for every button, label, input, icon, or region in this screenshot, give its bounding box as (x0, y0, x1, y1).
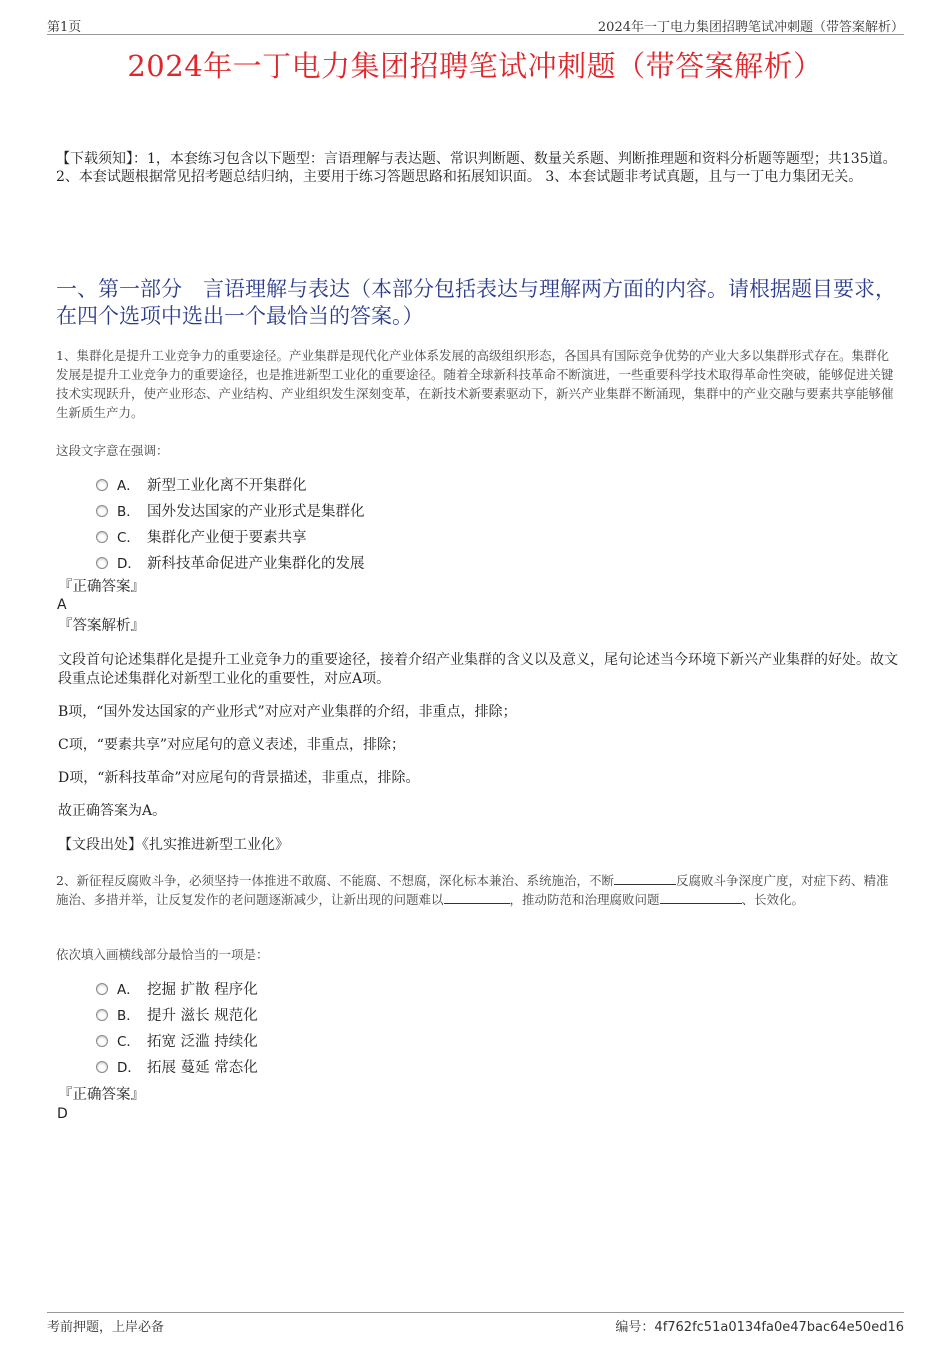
page-footer (47, 1312, 904, 1333)
q1-source: 【文段出处】《扎实推进新型工业化》 (58, 837, 289, 853)
radio-icon[interactable] (96, 1009, 108, 1021)
fill-blank-2 (444, 891, 510, 904)
radio-icon[interactable] (96, 479, 108, 491)
q2-answer-label: 『正确答案』 (58, 1087, 145, 1103)
q1-option-d[interactable]: D． 新科技革命促进产业集群化的发展 (96, 554, 365, 574)
document-title: 2024年一丁电力集团招聘笔试冲刺题（带答案解析） (127, 49, 823, 83)
section-heading: 一、第一部分 言语理解与表达（本部分包括表达与理解两方面的内容。请根据题目要求，在四个选项中选出一个最恰当的答案。） (56, 277, 896, 328)
q2-prompt: 依次填入画横线部分最恰当的一项是： (56, 947, 269, 962)
radio-icon[interactable] (96, 983, 108, 995)
fill-blank-1 (614, 872, 676, 885)
radio-icon[interactable] (96, 505, 108, 517)
q2-stem: 2、新征程反腐败斗争，必须坚持一体推进不敢腐、不能腐、不想腐，深化标本兼治、系统施治，不断 反腐败斗争深度广度，对症下药、精准施治、多措并举，让反复发作的老问题逐渐减少，让新出现的问题难以 ，推动防范和治理腐败问题 、长效化。 (56, 873, 889, 907)
q2-option-a[interactable]: A． 挖掘 扩散 程序化 (96, 980, 258, 1000)
q1-conclusion: 故正确答案为A。 (58, 803, 167, 819)
radio-icon[interactable] (96, 557, 108, 569)
q1-analysis-label: 『答案解析』 (58, 618, 145, 634)
serial-code: 4f762fc51a0134fa0e47bac64e50ed16 (654, 1320, 904, 1335)
header-doc-title: 2024年一丁电力集团招聘笔试冲刺题（带答案解析） (597, 20, 904, 35)
fill-blank-3 (660, 891, 742, 904)
q2-option-b[interactable]: B． 提升 滋长 规范化 (96, 1006, 258, 1026)
footer-slogan: 考前押题，上岸必备 (47, 1320, 165, 1335)
footer-serial: 编号：4f762fc51a0134fa0e47bac64e50ed16 (615, 1320, 904, 1335)
q1-option-b[interactable]: B． 国外发达国家的产业形式是集群化 (96, 502, 365, 522)
radio-icon[interactable] (96, 1035, 108, 1047)
radio-icon[interactable] (96, 531, 108, 543)
q1-option-c[interactable]: C． 集群化产业便于要素共享 (96, 528, 307, 548)
q1-analysis-c: C项，“要素共享”对应尾句的意义表述，非重点，排除； (58, 737, 406, 753)
radio-icon[interactable] (96, 1061, 108, 1073)
page-number: 第1页 (47, 20, 82, 35)
q2-option-d[interactable]: D． 拓展 蔓延 常态化 (96, 1058, 258, 1078)
q1-answer-label: 『正确答案』 (58, 579, 145, 595)
q1-prompt: 这段文字意在强调： (56, 443, 169, 458)
q1-option-a[interactable]: A． 新型工业化离不开集群化 (96, 476, 307, 496)
q1-analysis-d: D项，“新科技革命”对应尾句的背景描述，非重点，排除。 (58, 770, 420, 786)
q1-stem: 1、集群化是提升工业竞争力的重要途径。产业集群是现代化产业体系发展的高级组织形态，各国具有国际竞争优势的产业大多以集群形式存在。集群化发展是提升工业竞争力的重要途径，也是推进新型工业化的重要途径。随着全球新科技革命不断演进，一些重要科学技术取得革命性突破，能够促进关键技术实现跃升，使产业形态、产业结构、产业组织发生深刻变革，在新技术新要素驱动下，新兴产业集群不断涌现，集群中的产业交融与要素共享能够催生新质生产力。 (56, 348, 894, 420)
q2-answer: D (57, 1106, 68, 1122)
q2-option-c[interactable]: C． 拓宽 泛滥 持续化 (96, 1032, 258, 1052)
q1-analysis-b: B项，“国外发达国家的产业形式”对应对产业集群的介绍，非重点，排除； (58, 704, 517, 720)
q1-analysis-para: 文段首句论述集群化是提升工业竞争力的重要途径，接着介绍产业集群的含义以及意义，尾句论述当今环境下新兴产业集群的好处。故文段重点论述集群化对新型工业化的重要性，对应A项。 (58, 652, 898, 687)
download-notice: 【下载须知】：1，本套练习包含以下题型：言语理解与表达题、常识判断题、数量关系题、判断推理题和资料分析题等题型；共135道。 2、本套试题根据常见招考题总结归纳，主要用于练习答题思路和拓展知识面。 3、本套试题非考试真题，且与一丁电力集团无关。 (56, 151, 897, 185)
page-header (47, 14, 904, 35)
q1-answer: A (57, 597, 67, 613)
